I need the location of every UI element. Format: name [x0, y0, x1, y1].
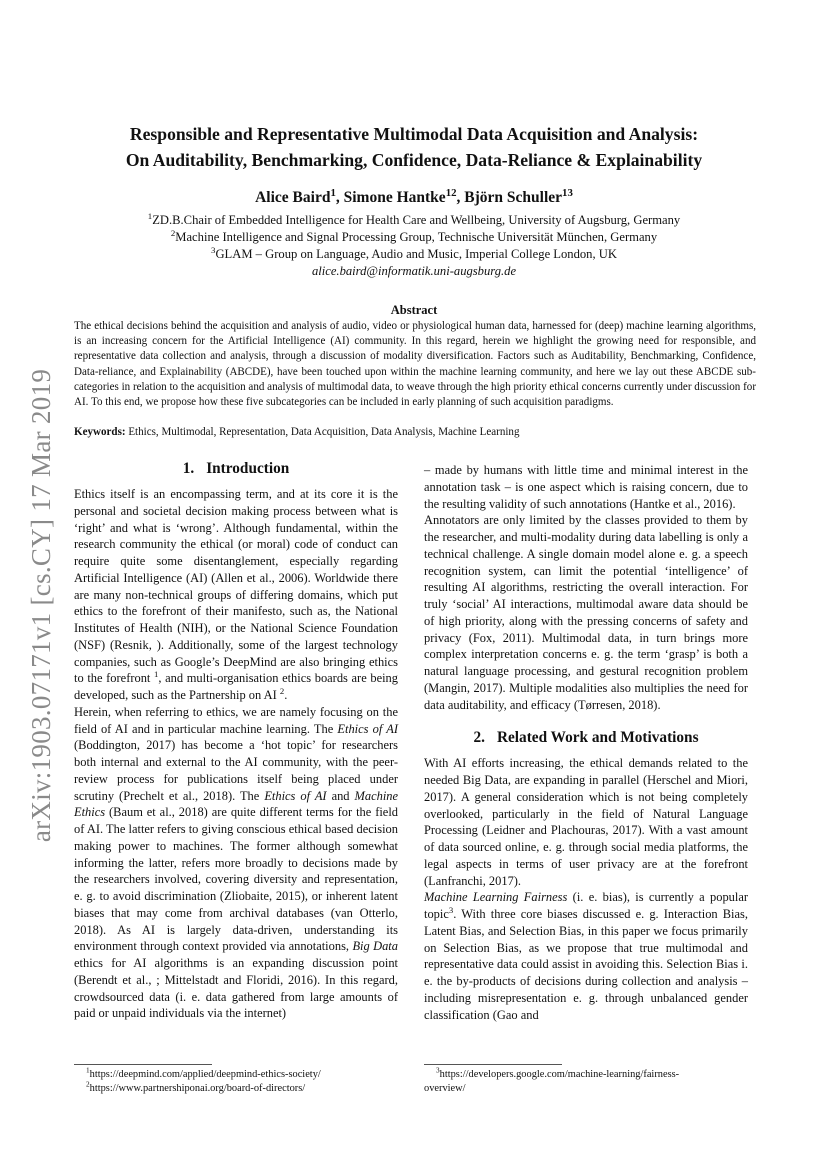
footnote-link[interactable]: https://developers.google.com/machine-learning/fairness- [439, 1069, 680, 1080]
title-line-2: On Auditability, Benchmarking, Confidence, Data-Reliance & Explainability [125, 150, 703, 170]
author-affil-mark: 12 [445, 186, 457, 199]
intro-paragraph-3: – made by humans with little time and minimal interest in the annotation task – is one aspect which is raising concern, due to the resulting validity of such annotations (Hantke et al., 2016). [424, 463, 748, 511]
affiliations [74, 212, 754, 280]
affiliation-line [74, 212, 754, 229]
keywords-text: Ethics, Multimodal, Representation, Data Acquisition, Data Analysis, Machine Learning [128, 426, 520, 438]
section-heading-introduction [74, 458, 398, 480]
title-line-1: Responsible and Representative Multimodal Data Acquisition and Analysis: [129, 124, 699, 144]
italic-term: Machine Learning Fairness [424, 890, 568, 905]
section-number: 1. [182, 460, 195, 477]
related-paragraph-2 [424, 889, 748, 1023]
author-separator: , [335, 189, 344, 206]
paragraph-text: and [331, 788, 350, 803]
italic-term: Big Data [352, 939, 398, 954]
right-column [424, 462, 748, 1023]
paper-title [74, 121, 754, 173]
affiliation-line [74, 229, 754, 246]
keywords-label: Keywords: [74, 426, 126, 438]
footnote-link[interactable]: https://deepmind.com/applied/deepmind-ethics-society/ [89, 1069, 321, 1080]
intro-paragraph-1 [74, 486, 398, 704]
footnote-3-cont [424, 1082, 756, 1096]
affiliation-text: GLAM – Group on Language, Audio and Music, Imperial College London, UK [215, 247, 617, 261]
author-affil-mark: 1 [330, 186, 336, 199]
intro-paragraph-2 [74, 704, 398, 1022]
keywords-line [74, 425, 756, 440]
paragraph-text: Herein, when referring to ethics, we are namely focusing on the field of AI and in particular machine learning. The [74, 704, 398, 736]
intro-paragraph-4: Annotators are only limited by the classes provided to them by the researcher, and multi-modality during data labelling is only a technical challenge. A single domain model alone e. g. a speech recognition system, can limit the potential ‘intelligence’ of resulting AI algorithms, restricting the overall interaction. For truly ‘social’ AI interactions, multimodal aware data should be of high priority, along with the pressing concerns of safety and privacy (Fox, 2011). Multimodal data, in turn brings more complex interpretation concerns e. g. the term ‘grasp’ is both a natural language processing, and gestural recognition problem (Mangin, 2017). Multiple modalities also multiplies the need for data auditability, and efficacy (Tørresen, 2018). [424, 513, 748, 712]
footnote-1 [86, 1068, 398, 1082]
abstract-heading: Abstract [390, 303, 438, 317]
paragraph-text: (Baum et al., 2018) are quite different terms for the field of AI. The latter refers to giving conscious ethical based decision making power to machines. The former although somewhat informing the latter, refers more broadly to decisions made by the researchers involved, covering diversity and representation, e. g. to avoid discrimination (Zliobaite, 2015), or inherent latent biases that may come from archival databases (van Otterlo, 2018). As AI is largely data-driven, understanding its environment through context provided via annotations, [74, 805, 398, 954]
italic-term: Ethics of AI [264, 788, 327, 803]
section-title: Introduction [206, 460, 290, 477]
left-column [74, 458, 398, 1022]
abstract-text: The ethical decisions behind the acquisition and analysis of audio, video or physiological human data, harnessed for (deep) machine learning algorithms, is an increasing concern for the Artificial Intelligence (AI) community. In this regard, herein we highlight the growing need for responsible, and representative data collection and analysis, through a discussion of modality diversification. Factors such as Auditability, Benchmarking, Confidence, Data-reliance, and Explainability (ABCDE), have been touched upon within the machine learning community, and here we lay out these ABCDE sub-categories in relation to the acquisition and analysis of multimodal data, to weave through the high priority ethical concerns currently under discussion for AI. To this end, we propose how these five subcategories can be included in early planning of such acquisition paradigms. [74, 320, 756, 409]
paragraph-text: ethics for AI algorithms is an expanding discussion point (Berendt et al., ; Mittelstadt and Floridi, 2016). In this regard, crowdsourced data (i. e. data gathered from large amounts of paid or unpaid individuals via the internet) [74, 956, 398, 1021]
affil-mark: 1 [147, 210, 153, 221]
paragraph-text: . With three core biases discussed e. g. Interaction Bias, Latent Bias, and Selection Bias, in this paper we focus primarily on Selection Bias, as we propose that true multimodal and representative data could assist in avoiding this. Selection Bias i. e. the by-products of decisions during collection and analysis – including misrepresentation e. g. through unbalanced gender classification (Gao and [424, 907, 748, 1022]
affiliation-text: Machine Intelligence and Signal Processing Group, Technische Universität München, Germany [175, 230, 658, 244]
affiliation-text: ZD.B.Chair of Embedded Intelligence for Health Care and Wellbeing, University of Augsburg, Germany [152, 213, 681, 227]
author-name: Simone Hantke [343, 189, 446, 206]
paragraph-text: . [284, 688, 288, 702]
contact-email: alice.baird@informatik.uni-augsburg.de [311, 264, 517, 278]
arxiv-id-text: arXiv:1903.07171v1 [cs.CY] 17 Mar 2019 [26, 368, 57, 842]
footnote-link[interactable]: https://www.partnershiponai.org/board-of-directors/ [89, 1083, 306, 1095]
italic-term: Ethics of AI [337, 721, 398, 736]
paragraph-text: , and multi-organisation ethics boards are being developed, such as the Partnership on AI [74, 671, 398, 702]
author-name: Björn Schuller [464, 189, 563, 206]
footnotes-right [424, 1066, 756, 1097]
footnote-rule-left [74, 1064, 212, 1065]
related-paragraph-1: With AI efforts increasing, the ethical demands related to the needed Big Data, are expanding in parallel (Herschel and Miori, 2017). A general consideration which is not being completely overlooked, particularly in the field of Natural Language Processing (Leidner and Plachouras, 2017). With a vast amount of data sourced online, e. g. through social media platforms, the legal aspects in terms of user privacy are at the forefront (Lanfranchi, 2017). [424, 756, 748, 888]
footnote-mark: 1 [154, 669, 159, 680]
paragraph-text: Ethics itself is an encompassing term, and at its core it is the personal and societal decision making process between what is ‘right’ and what is ‘wrong’. Although fundamental, within the research community the ethical (or moral) code of conduct can require quite some disentanglement, especially regarding Artificial Intelligence (AI) (Allen et al., 2006). Worldwide there are many non-technical groups of differing domains, which put ethics to the forefront of their manifesto, such as, the National Institutes of Health (NIH), or the National Science Foundation (NSF) (Resnik, ). Additionally, some of the largest technology companies, such as Google’s DeepMind are also bringing ethics to the forefront [74, 487, 398, 686]
section-title: Related Work and Motivations [496, 729, 699, 747]
footnote-number: 2 [86, 1080, 90, 1089]
paragraph-text: (Boddington, 2017) has become a ‘hot topic’ for researchers both internal and external to the AI community, with the peer-review process for publications itself being placed under scrutiny (Prechelt et al., 2018). The [74, 738, 398, 803]
author-name: Alice Baird [255, 189, 331, 206]
affiliation-line [74, 246, 754, 263]
footnote-mark: 2 [279, 685, 285, 696]
affil-mark: 2 [170, 227, 176, 238]
italic-term: Machine Ethics [74, 788, 399, 820]
author-list [74, 188, 754, 208]
paragraph-text: (i. e. bias), is currently a popular topic [424, 890, 749, 921]
footnote-rule-right [424, 1064, 562, 1065]
footnote-number: 1 [86, 1066, 90, 1075]
arxiv-side-identifier [22, 360, 62, 850]
affil-mark: 3 [211, 244, 216, 255]
section-number: 2. [473, 729, 485, 747]
footnote-number: 3 [436, 1066, 440, 1075]
author-separator: , [456, 189, 465, 206]
footnotes-left [86, 1068, 398, 1097]
footnote-mark: 3 [448, 904, 454, 915]
section-heading-related-work [424, 727, 748, 749]
footnote-3 [436, 1068, 756, 1082]
author-affil-mark: 13 [562, 186, 573, 199]
footnote-link-cont[interactable]: overview/ [424, 1083, 466, 1095]
footnote-2 [86, 1082, 398, 1096]
